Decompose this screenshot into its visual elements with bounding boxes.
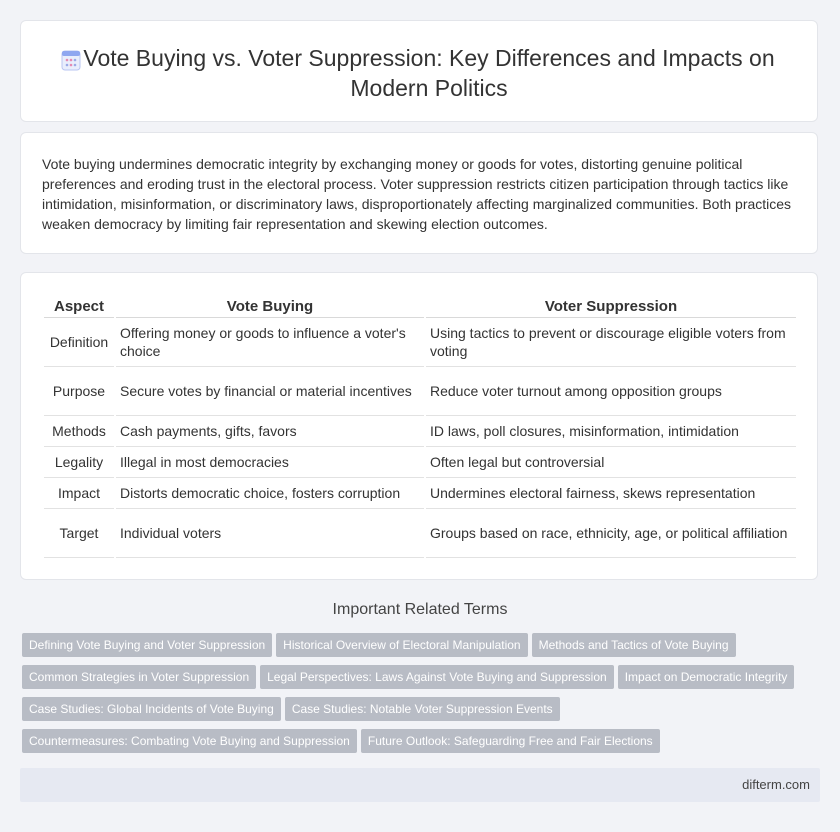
- related-term-tag[interactable]: Historical Overview of Electoral Manipulation: [276, 633, 527, 657]
- related-terms-title: Important Related Terms: [332, 601, 508, 618]
- related-term-tag[interactable]: Future Outlook: Safeguarding Free and Fair Elections: [361, 729, 660, 753]
- related-term-tag[interactable]: Defining Vote Buying and Voter Suppression: [22, 633, 272, 657]
- related-term-tag[interactable]: Common Strategies in Voter Suppression: [22, 665, 256, 689]
- page-title: Vote Buying vs. Voter Suppression: Key Differences and Impacts on Modern Politics: [83, 45, 775, 101]
- cell-aspect: Methods: [44, 416, 114, 447]
- cell-voter-suppression: Using tactics to prevent or discourage eligible voters from voting: [426, 318, 796, 367]
- related-term-tag[interactable]: Case Studies: Notable Voter Suppression Events: [285, 697, 560, 721]
- related-term-tag[interactable]: Impact on Democratic Integrity: [618, 665, 795, 689]
- cell-aspect: Definition: [44, 318, 114, 367]
- comparison-card: [20, 272, 818, 580]
- header-vote-buying: Vote Buying: [116, 295, 424, 318]
- header-aspect: Aspect: [44, 295, 114, 318]
- table-row: [44, 478, 796, 509]
- cell-vote-buying: Offering money or goods to influence a voter's choice: [116, 318, 424, 367]
- cell-vote-buying: Secure votes by financial or material incentives: [116, 367, 424, 416]
- cell-aspect: Target: [44, 509, 114, 558]
- header-voter-suppression: Voter Suppression: [426, 295, 796, 318]
- cell-aspect: Legality: [44, 447, 114, 478]
- table-row: [44, 318, 796, 367]
- table-row: [44, 447, 796, 478]
- cell-aspect: Purpose: [44, 367, 114, 416]
- intro-paragraph: Vote buying undermines democratic integrity by exchanging money or goods for votes, distorting genuine political preferences and eroding trust in the electoral process. Voter suppression restricts citizen participation through tactics like intimidation, misinformation, or discriminatory laws, disproportionately affecting marginalized communities. Both practices weaken democracy by limiting fair representation and skewing election outcomes.: [42, 156, 792, 232]
- footer: [20, 768, 820, 802]
- related-term-tag[interactable]: Legal Perspectives: Laws Against Vote Buying and Suppression: [260, 665, 614, 689]
- cell-aspect: Impact: [44, 478, 114, 509]
- cell-vote-buying: Cash payments, gifts, favors: [116, 416, 424, 447]
- table-row: [44, 416, 796, 447]
- table-row: [44, 367, 796, 416]
- intro-card: [20, 132, 818, 254]
- cell-voter-suppression: Often legal but controversial: [426, 447, 796, 478]
- related-terms-list: [22, 633, 822, 761]
- title-card: [20, 20, 818, 122]
- cell-voter-suppression: Groups based on race, ethnicity, age, or political affiliation: [426, 509, 796, 558]
- related-term-tag[interactable]: Case Studies: Global Incidents of Vote Buying: [22, 697, 281, 721]
- cell-voter-suppression: Undermines electoral fairness, skews representation: [426, 478, 796, 509]
- cell-voter-suppression: ID laws, poll closures, misinformation, intimidation: [426, 416, 796, 447]
- cell-vote-buying: Distorts democratic choice, fosters corruption: [116, 478, 424, 509]
- cell-vote-buying: Individual voters: [116, 509, 424, 558]
- table-header-row: [44, 295, 796, 318]
- comparison-table: [42, 295, 798, 558]
- cell-voter-suppression: Reduce voter turnout among opposition groups: [426, 367, 796, 416]
- footer-site-link[interactable]: difterm.com: [742, 777, 810, 792]
- related-term-tag[interactable]: Methods and Tactics of Vote Buying: [532, 633, 736, 657]
- table-row: [44, 509, 796, 558]
- related-term-tag[interactable]: Countermeasures: Combating Vote Buying and Suppression: [22, 729, 357, 753]
- cell-vote-buying: Illegal in most democracies: [116, 447, 424, 478]
